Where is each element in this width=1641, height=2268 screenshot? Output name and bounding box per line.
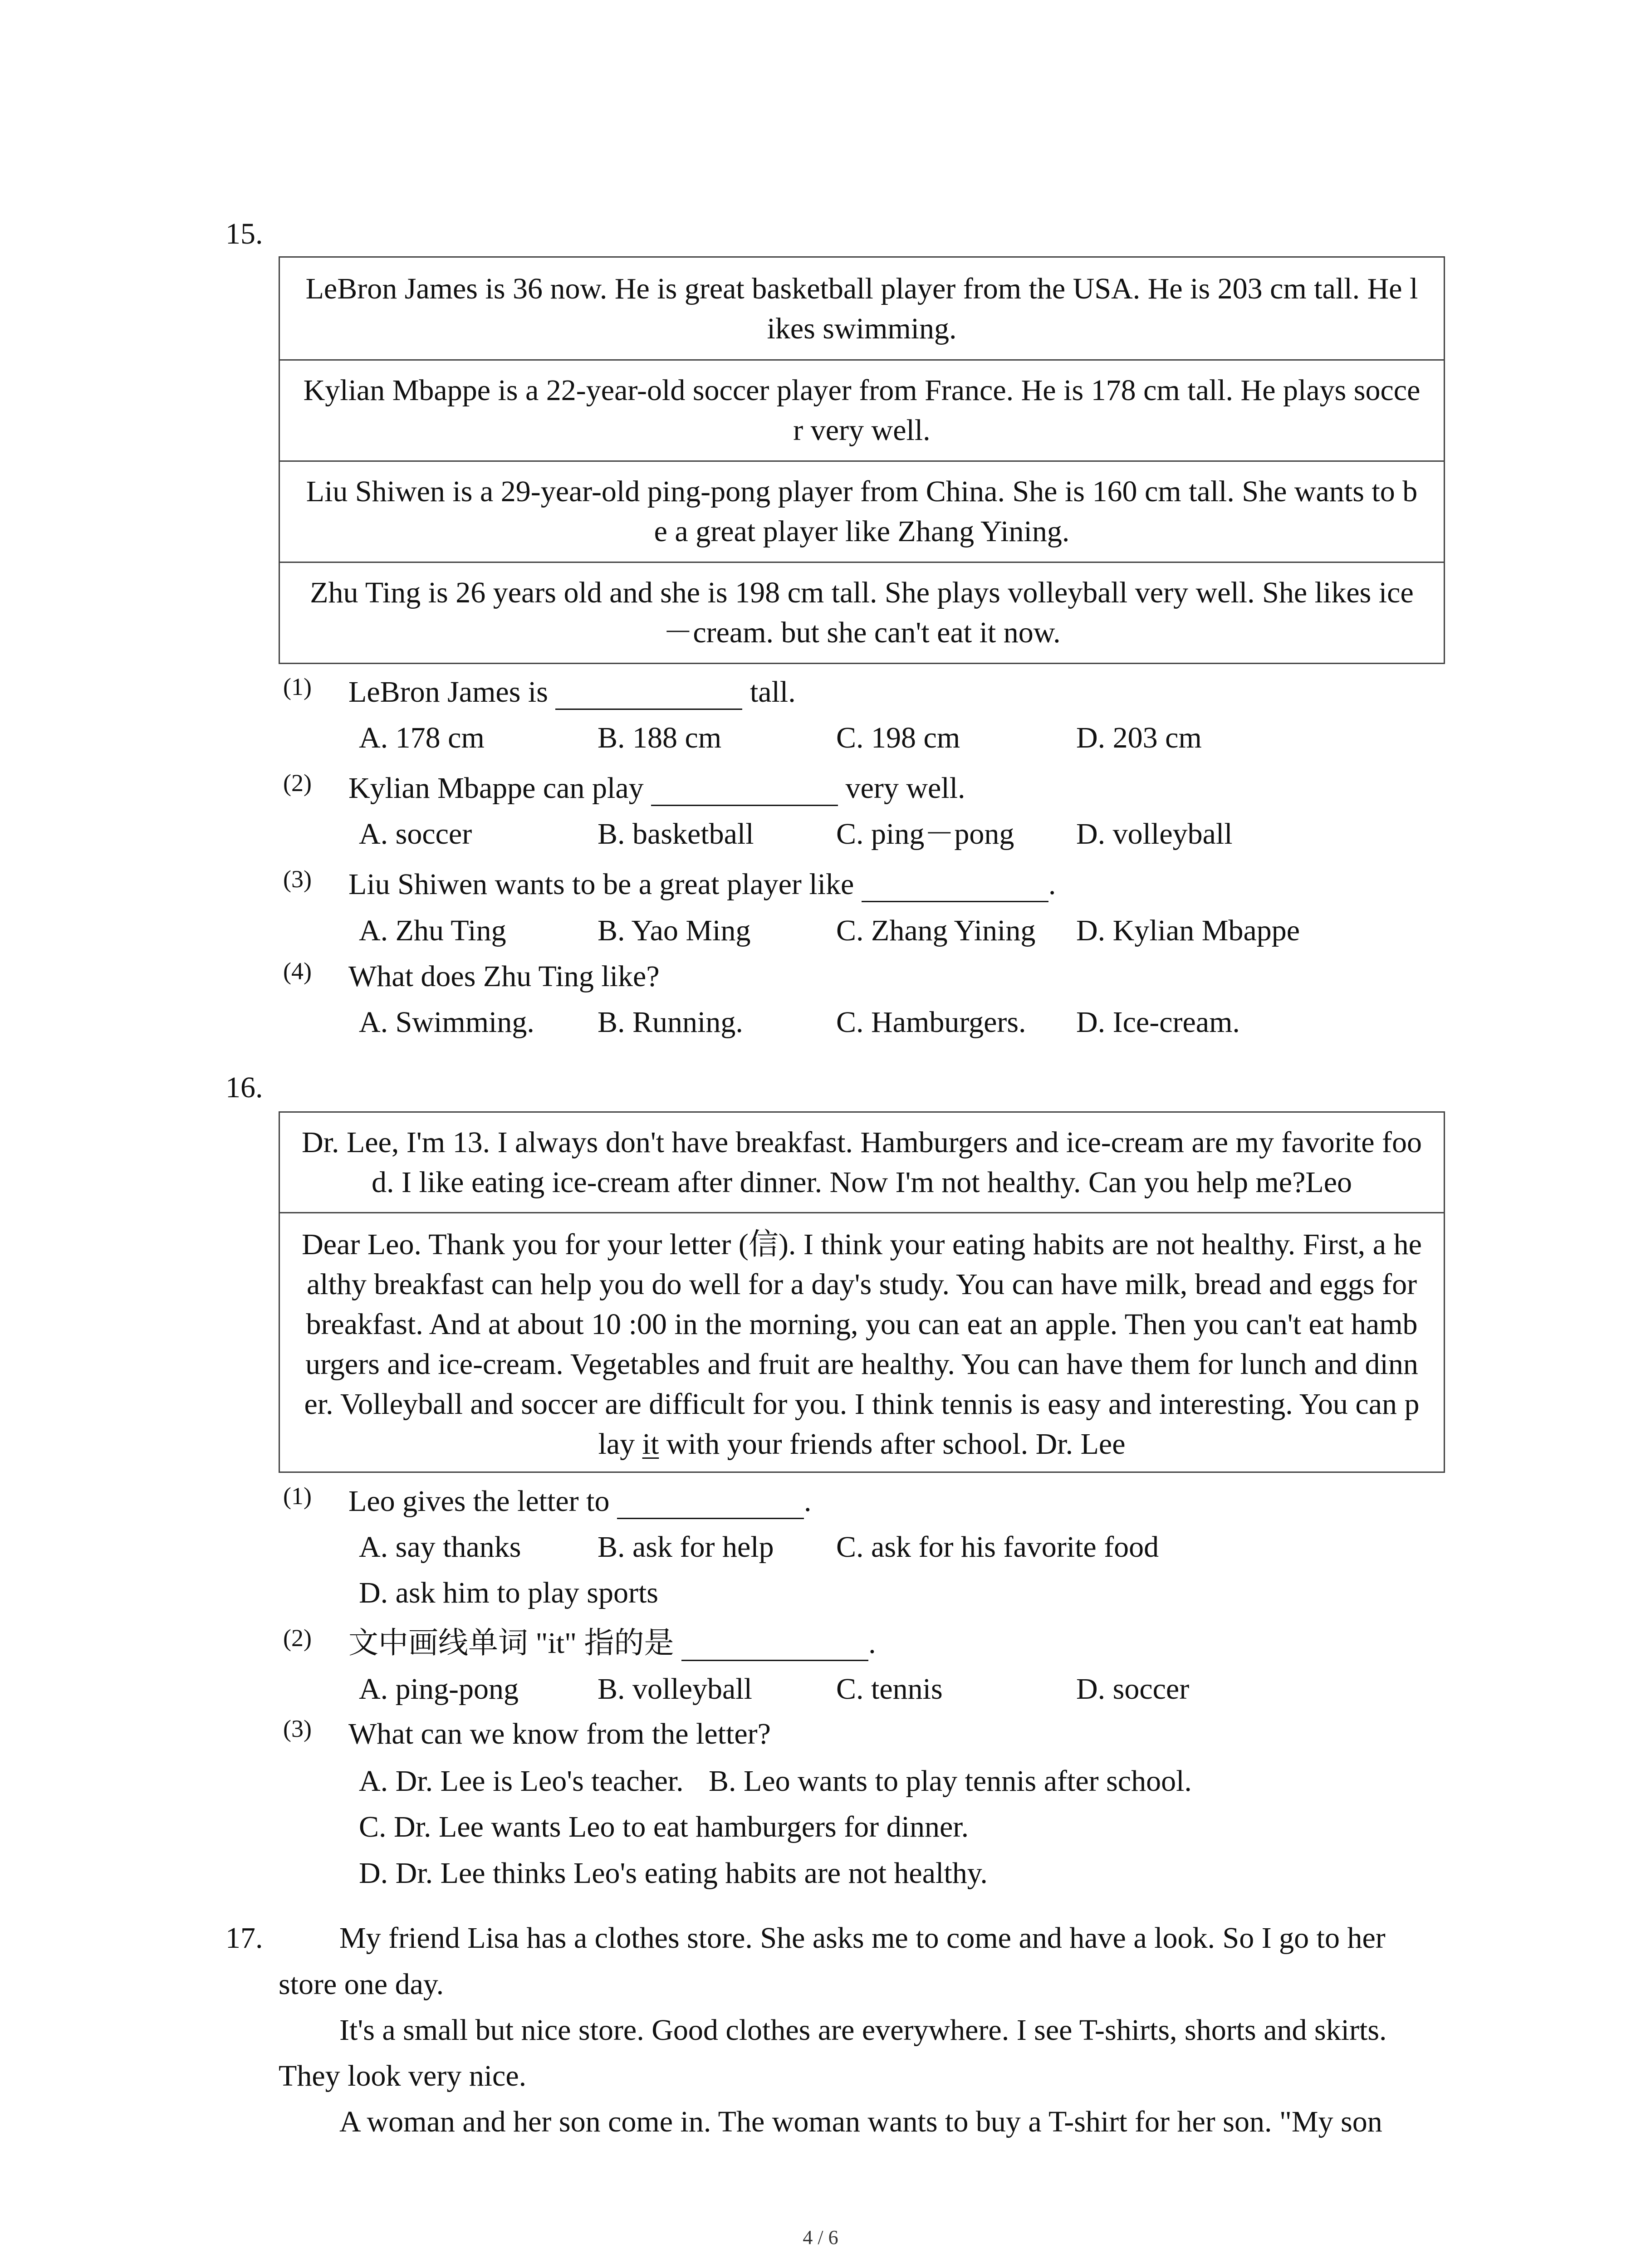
option-c: C. tennis	[836, 1672, 943, 1706]
option-d: D. ask him to play sports	[359, 1576, 658, 1609]
answer-blank	[862, 896, 1048, 902]
q15-question-1	[0, 670, 1641, 715]
paragraph-line: store one day.	[279, 1968, 444, 2001]
passage-line: Kylian Mbappe is a 22-year-old soccer player from France. He is 178 cm tall. He plays socce	[303, 374, 1421, 407]
question-label: (1)	[283, 673, 312, 700]
answer-blank	[681, 1655, 868, 1661]
stem-text: LeBron James is	[348, 675, 548, 709]
option-a: A. say thanks	[359, 1530, 521, 1564]
option-d: D. soccer	[1076, 1672, 1190, 1706]
question-stem	[348, 1479, 811, 1524]
stem-text: .	[1048, 868, 1056, 901]
passage-line: ikes swimming.	[767, 312, 957, 345]
passage-line-last	[280, 1424, 1444, 1464]
option-c: C. ping－pong	[836, 817, 1014, 850]
underlined-word: it	[642, 1427, 659, 1461]
option-c: C. Dr. Lee wants Leo to eat hamburgers for dinner.	[359, 1810, 969, 1843]
passage-table-15	[279, 256, 1445, 664]
answer-blank	[555, 704, 742, 710]
option-b: B. Running.	[598, 1006, 743, 1039]
option-a: A. Dr. Lee is Leo's teacher.	[359, 1765, 684, 1798]
q16-options-3-ab	[0, 1759, 1641, 1804]
question-number-15: 15.	[225, 217, 263, 250]
option-a: A. ping-pong	[359, 1672, 519, 1706]
option-b: B. Leo wants to play tennis after school.	[709, 1765, 1192, 1798]
question-label: (1)	[283, 1482, 312, 1510]
passage-line: Liu Shiwen is a 29-year-old ping-pong player from China. She is 160 cm tall. She wants to b	[306, 475, 1418, 508]
passage-line: r very well.	[793, 414, 931, 447]
question-stem: What can we know from the letter?	[348, 1717, 771, 1750]
paragraph-line: It's a small but nice store. Good clothes are everywhere. I see T-shirts, shorts and skirts.	[339, 2014, 1387, 2047]
option-b: B. Yao Ming	[598, 914, 751, 947]
reply-from-dr-lee	[280, 1212, 1444, 1471]
passage-row-mbappe	[280, 359, 1444, 460]
option-b: B. 188 cm	[598, 721, 722, 754]
passage-table-16	[279, 1111, 1445, 1473]
passage-line: LeBron James is 36 now. He is great basketball player from the USA. He is 203 cm tall. He l	[305, 272, 1418, 305]
question-number-17: 17.	[225, 1921, 263, 1955]
option-b: B. volleyball	[598, 1672, 752, 1706]
stem-text: very well.	[845, 772, 965, 805]
question-stem	[348, 862, 1056, 907]
option-a: A. Swimming.	[359, 1006, 534, 1039]
option-c: C. Zhang Yining	[836, 914, 1036, 947]
letter-from-leo	[280, 1113, 1444, 1212]
q15-question-3	[0, 862, 1641, 907]
question-number-16: 16.	[225, 1071, 263, 1104]
passage-row-zhu-ting	[280, 562, 1444, 663]
passage-row-lebron	[280, 258, 1444, 359]
option-a: A. soccer	[359, 817, 472, 850]
q16-question-3	[0, 1711, 1641, 1757]
q16-options-2	[0, 1667, 1641, 1712]
q15-question-2	[0, 766, 1641, 811]
passage-line: breakfast. And at about 10 :00 in the morning, you can eat an apple. Then you can't eat hamb	[306, 1308, 1418, 1341]
passage-text: lay	[598, 1427, 635, 1461]
paragraph-line: They look very nice.	[279, 2059, 527, 2092]
question-stem	[348, 670, 796, 715]
paragraph-line: A woman and her son come in. The woman wants to buy a T-shirt for her son. "My son	[339, 2105, 1382, 2138]
q16-options-3-d	[0, 1851, 1641, 1896]
q15-options-1	[0, 715, 1641, 761]
passage-line: er. Volleyball and soccer are difficult for you. I think tennis is easy and interesting. You can p	[304, 1388, 1420, 1421]
passage-line: Dear Leo. Thank you for your letter (信). I think your eating habits are not healthy. First, a he	[302, 1228, 1422, 1261]
passage-row-liu-shiwen	[280, 460, 1444, 562]
option-d: D. Ice-cream.	[1076, 1006, 1240, 1039]
q15-options-4	[0, 1000, 1641, 1045]
q16-options-1-cont	[0, 1570, 1641, 1616]
page-number: 4 / 6	[803, 2226, 838, 2248]
q15-options-2	[0, 811, 1641, 857]
option-c: C. 198 cm	[836, 721, 960, 754]
answer-blank	[651, 800, 838, 806]
passage-line: e a great player like Zhang Yining.	[654, 515, 1070, 548]
paragraph-line: My friend Lisa has a clothes store. She asks me to come and have a look. So I go to her	[339, 1921, 1386, 1955]
stem-text: tall.	[749, 675, 796, 709]
passage-line: d. I like eating ice-cream after dinner. Now I'm not healthy. Can you help me?Leo	[372, 1166, 1352, 1199]
answer-blank	[617, 1513, 804, 1519]
option-d: D. 203 cm	[1076, 721, 1202, 754]
stem-text: Kylian Mbappe can play	[348, 772, 644, 805]
passage-line: Dr. Lee, I'm 13. I always don't have breakfast. Hamburgers and ice-cream are my favorite foo	[301, 1126, 1422, 1159]
question-label: (4)	[283, 958, 312, 985]
option-a: A. 178 cm	[359, 721, 485, 754]
option-d: D. Kylian Mbappe	[1076, 914, 1300, 947]
q16-options-3-c	[0, 1804, 1641, 1850]
option-b: B. basketball	[598, 817, 754, 850]
question-label: (3)	[283, 865, 312, 893]
q15-options-3	[0, 908, 1641, 953]
passage-line: althy breakfast can help you do well for a day's study. You can have milk, bread and eggs for	[306, 1268, 1417, 1301]
question-stem: What does Zhu Ting like?	[348, 960, 660, 993]
passage-line: －cream. but she can't eat it now.	[663, 616, 1061, 649]
passage-text: with your friends after school. Dr. Lee	[666, 1427, 1126, 1461]
stem-text: .	[803, 1485, 812, 1518]
option-c: C. Hamburgers.	[836, 1006, 1026, 1039]
passage-line: Zhu Ting is 26 years old and she is 198 cm tall. She plays volleyball very well. She likes ice	[310, 576, 1414, 609]
stem-text: Liu Shiwen wants to be a great player like	[348, 868, 854, 901]
q15-question-4	[0, 954, 1641, 999]
option-d: D. volleyball	[1076, 817, 1233, 850]
question-stem	[348, 1621, 876, 1666]
question-label: (2)	[283, 769, 312, 797]
option-b: B. ask for help	[598, 1530, 774, 1564]
question-stem	[348, 766, 965, 811]
option-d: D. Dr. Lee thinks Leo's eating habits are not healthy.	[359, 1857, 988, 1890]
passage-line: urgers and ice-cream. Vegetables and fruit are healthy. You can have them for lunch and dinn	[305, 1348, 1418, 1381]
question-label: (2)	[283, 1624, 312, 1652]
q16-question-2	[0, 1621, 1641, 1666]
q16-question-1	[0, 1479, 1641, 1524]
question-label: (3)	[283, 1715, 312, 1742]
option-a: A. Zhu Ting	[359, 914, 506, 947]
stem-text: .	[868, 1627, 876, 1660]
option-c: C. ask for his favorite food	[836, 1530, 1159, 1564]
q16-options-1	[0, 1525, 1641, 1570]
stem-text: Leo gives the letter to	[348, 1485, 610, 1518]
stem-text: 文中画线单词 "it" 指的是	[348, 1627, 674, 1660]
